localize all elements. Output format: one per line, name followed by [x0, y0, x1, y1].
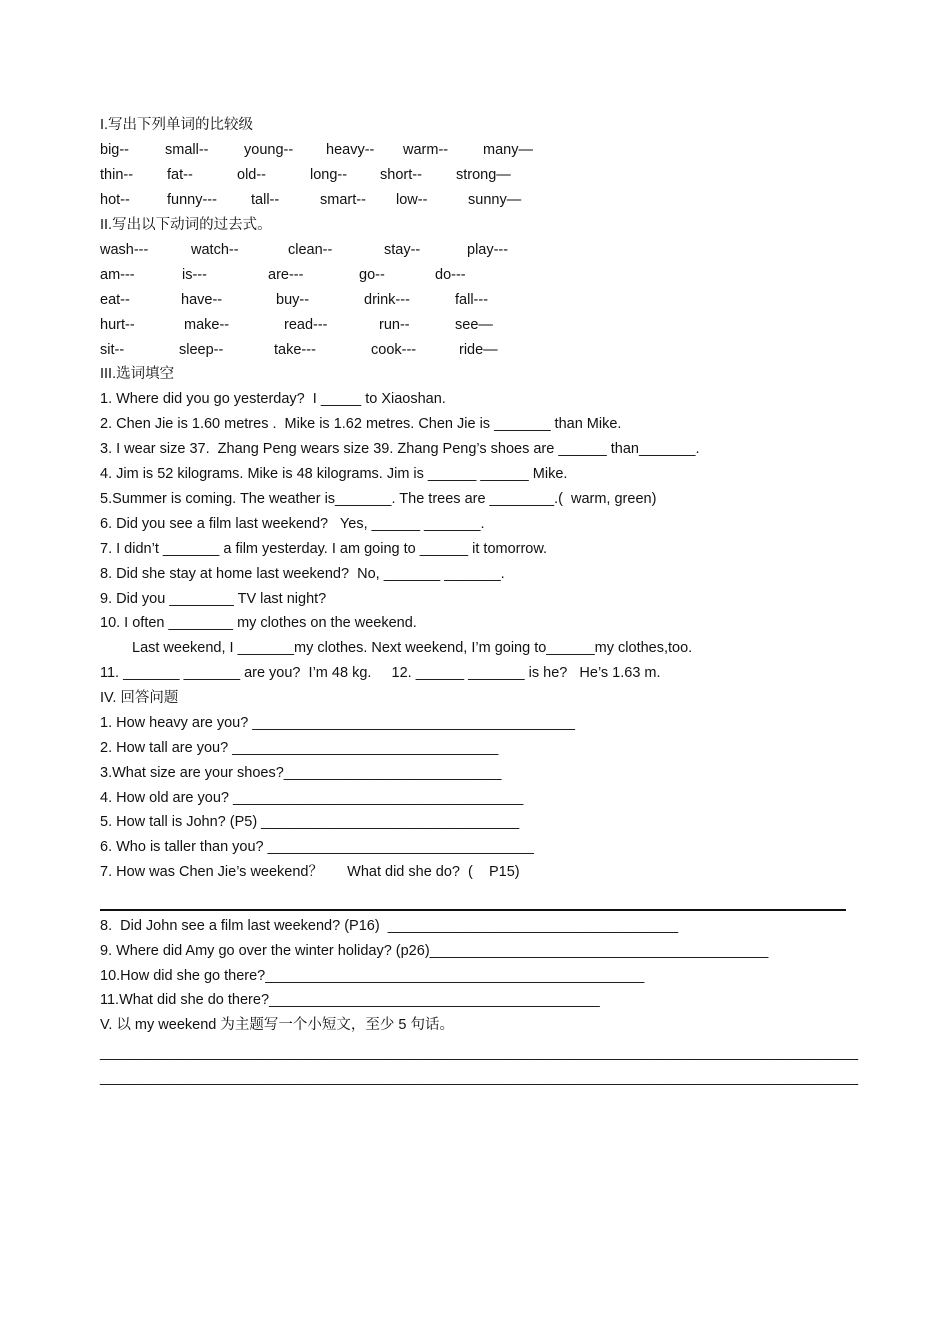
word-cell: old--	[237, 167, 267, 183]
fill-blank-item: 2. Chen Jie is 1.60 metres . Mike is 1.62 metres. Chen Jie is _______ than Mike.	[100, 416, 622, 432]
word-cell: take---	[274, 342, 316, 358]
word-cell: clean--	[288, 242, 333, 258]
word-cell: watch--	[191, 242, 239, 258]
word-cell: cook---	[371, 342, 417, 358]
question-item: 11.What did she do there?_________________________________________	[100, 992, 600, 1008]
word-cell: play---	[467, 242, 509, 258]
word-cell: do---	[435, 267, 466, 283]
question-item: 9. Where did Amy go over the winter holiday? (p26)__________________________________________	[100, 943, 769, 959]
section-5-title: V. 以 my weekend 为主题写一个小短文，至少 5 句话。	[100, 1017, 454, 1033]
word-cell: sit--	[100, 342, 125, 358]
word-cell: run--	[379, 317, 410, 333]
section-4-title: IV. 回答问题	[100, 690, 179, 706]
word-cell: ride—	[459, 342, 498, 358]
question-item: 4. How old are you? ____________________________________	[100, 790, 524, 806]
word-cell: stay--	[384, 242, 421, 258]
word-cell: smart--	[320, 192, 366, 208]
question-item: 8. Did John see a film last weekend? (P16) ____________________________________	[100, 918, 679, 934]
fill-blank-item: 3. I wear size 37. Zhang Peng wears size 39. Zhang Peng’s shoes are ______ than_______.	[100, 441, 700, 457]
question-item: 6. Who is taller than you? _________________________________	[100, 839, 534, 855]
word-cell: short--	[380, 167, 422, 183]
word-cell: is---	[182, 267, 207, 283]
fill-blank-item: 5.Summer is coming. The weather is_______. The trees are ________.( warm, green)	[100, 491, 657, 507]
fill-blank-item: 10. I often ________ my clothes on the weekend.	[100, 615, 417, 631]
word-cell: low--	[396, 192, 428, 208]
word-cell: funny---	[167, 192, 217, 208]
word-cell: small--	[165, 142, 209, 158]
fill-blank-item: 7. I didn’t _______ a film yesterday. I am going to ______ it tomorrow.	[100, 541, 548, 557]
word-cell: hot--	[100, 192, 130, 208]
word-cell: eat--	[100, 292, 130, 308]
word-cell: see—	[455, 317, 493, 333]
word-cell: are---	[268, 267, 304, 283]
question-item: 5. How tall is John? (P5) ________________________________	[100, 814, 520, 830]
word-cell: make--	[184, 317, 230, 333]
question-item: 7. How was Chen Jie’s weekend？ What did she do? ( P15)	[100, 864, 520, 880]
word-cell: big--	[100, 142, 130, 158]
fill-blank-item: 1. Where did you go yesterday? I _____ to Xiaoshan.	[100, 391, 446, 407]
question-item: 3.What size are your shoes?___________________________	[100, 765, 502, 781]
word-cell: hurt--	[100, 317, 135, 333]
question-item: 1. How heavy are you? ________________________________________	[100, 715, 575, 731]
word-cell: read---	[284, 317, 328, 333]
word-cell: fall---	[455, 292, 489, 308]
word-cell: strong—	[456, 167, 511, 183]
word-cell: drink---	[364, 292, 410, 308]
fill-blank-item: 11. _______ _______ are you? I’m 48 kg. 12. ______ _______ is he? He’s 1.63 m.	[100, 665, 661, 681]
word-cell: many—	[483, 142, 533, 158]
word-cell: young--	[244, 142, 294, 158]
fill-blank-item: 4. Jim is 52 kilograms. Mike is 48 kilograms. Jim is ______ ______ Mike.	[100, 466, 568, 482]
writing-line: ______________________________________________________________________________________________	[100, 1070, 859, 1086]
word-cell: sunny—	[468, 192, 522, 208]
section-2-title: II.写出以下动词的过去式。	[100, 217, 272, 233]
fill-blank-item: 9. Did you ________ TV last night?	[100, 591, 327, 607]
fill-blank-item: 8. Did she stay at home last weekend? No, _______ _______.	[100, 566, 505, 582]
question-item: 10.How did she go there?_______________________________________________	[100, 968, 645, 984]
fill-blank-item: Last weekend, I _______my clothes. Next weekend, I’m going to______my clothes,too.	[132, 640, 693, 656]
word-cell: fat--	[167, 167, 193, 183]
fill-blank-item: 6. Did you see a film last weekend? Yes, ______ _______.	[100, 516, 485, 532]
word-cell: wash---	[100, 242, 149, 258]
word-cell: tall--	[251, 192, 280, 208]
section-3-title: III.选词填空	[100, 366, 175, 382]
word-cell: sleep--	[179, 342, 224, 358]
word-cell: buy--	[276, 292, 310, 308]
word-cell: thin--	[100, 167, 134, 183]
word-cell: warm--	[403, 142, 449, 158]
answer-rule	[100, 909, 846, 911]
word-cell: am---	[100, 267, 135, 283]
word-cell: long--	[310, 167, 348, 183]
word-cell: heavy--	[326, 142, 375, 158]
word-cell: go--	[359, 267, 385, 283]
writing-line: ______________________________________________________________________________________________	[100, 1045, 859, 1061]
question-item: 2. How tall are you? _________________________________	[100, 740, 499, 756]
word-cell: have--	[181, 292, 223, 308]
section-1-title: I.写出下列单词的比较级	[100, 117, 254, 133]
